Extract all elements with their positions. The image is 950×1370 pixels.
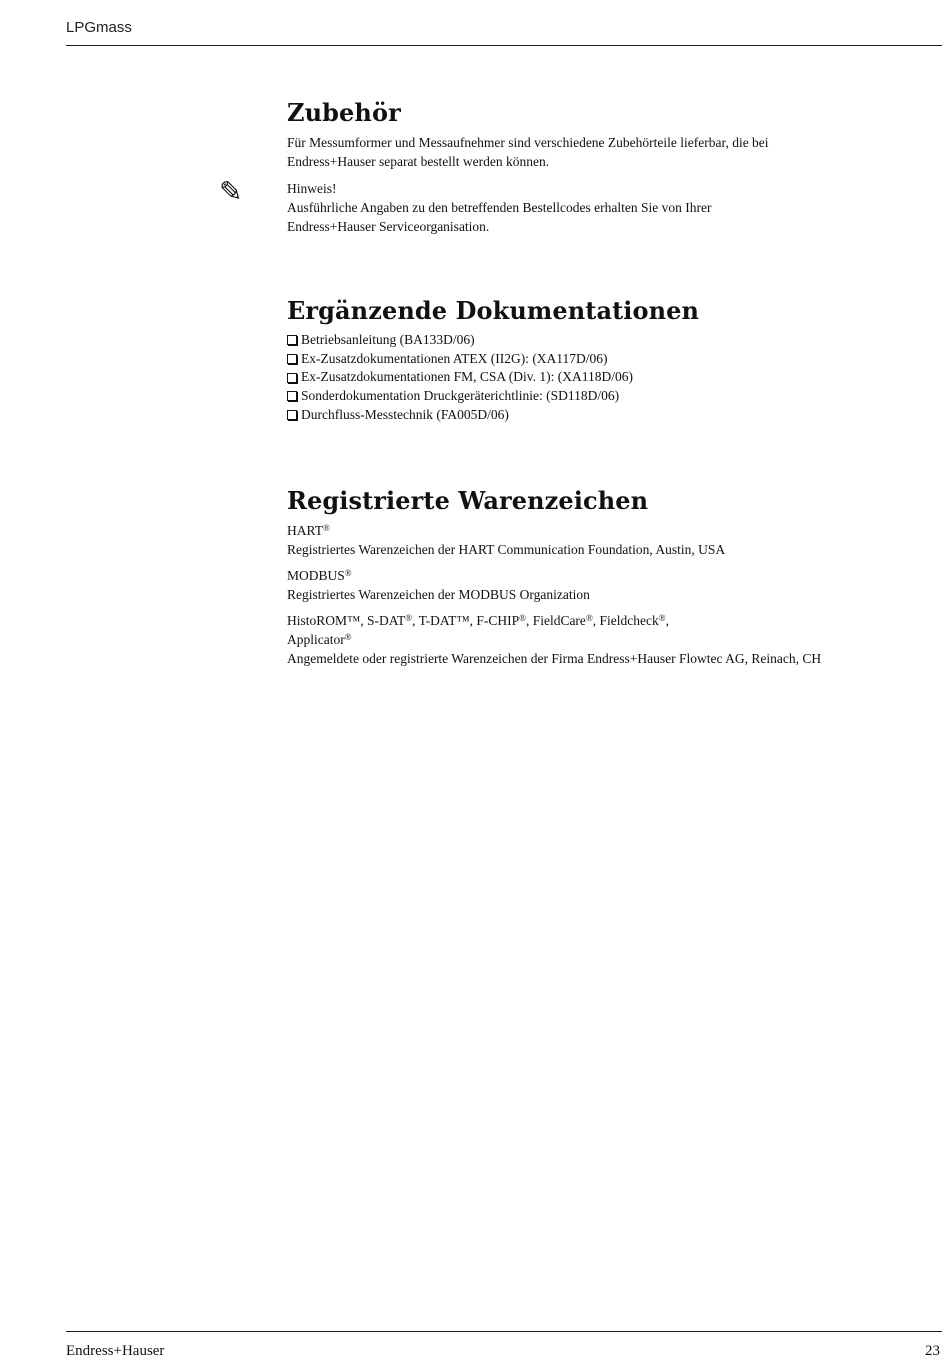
header-rule [66,45,942,46]
section-heading: Registrierte Warenzeichen [287,486,649,515]
checkbox-icon [287,335,297,345]
checkbox-icon [287,373,297,383]
section-warenzeichen [287,486,907,675]
trademark-modbus: MODBUS® Registriertes Warenzeichen der MODBUS Organization [287,566,907,604]
documentation-list [287,331,907,425]
trademark-endress-hauser [287,611,907,668]
page-header-title: LPGmass [66,19,132,36]
checkbox-icon [287,391,297,401]
trademark-names: HistoROM™, S-DAT®, T-DAT™, F-CHIP®, FieldCare®, Fieldcheck®, [287,613,669,628]
section-zubehoer [287,98,907,236]
note-line: Ausführliche Angaben zu den betreffenden Bestellcodes erhalten Sie von Ihrer [287,200,712,215]
note-label: Hinweis! [287,181,337,196]
list-item: Ex-Zusatzdokumentationen FM, CSA (Div. 1): (XA118D/06) [287,368,907,387]
trademark-description: Registriertes Warenzeichen der HART Communication Foundation, Austin, USA [287,542,726,557]
section-heading: Zubehör [287,98,401,127]
pencil-icon: ✎ [219,175,243,208]
list-item: Betriebsanleitung (BA133D/06) [287,331,907,350]
checkbox-icon [287,354,297,364]
footer-rule [66,1331,942,1332]
section-dokumentationen [287,296,907,425]
list-item: Durchfluss-Messtechnik (FA005D/06) [287,406,907,425]
trademark-names: Applicator® [287,632,352,647]
intro-line: Für Messumformer und Messaufnehmer sind verschiedene Zubehörteile lieferbar, die bei [287,135,769,150]
intro-line: Endress+Hauser separat bestellt werden können. [287,154,550,169]
list-item: Sonderdokumentation Druckgeräterichtlinie: (SD118D/06) [287,387,907,406]
list-item: Ex-Zusatzdokumentationen ATEX (II2G): (XA117D/06) [287,350,907,369]
checkbox-icon [287,410,297,420]
trademark-hart: HART® Registriertes Warenzeichen der HART Communication Foundation, Austin, USA [287,521,907,559]
trademark-name: MODBUS [287,568,345,583]
trademark-description: Registriertes Warenzeichen der MODBUS Organization [287,587,590,602]
trademark-name: HART [287,523,323,538]
note-line: Endress+Hauser Serviceorganisation. [287,219,490,234]
page-number: 23 [925,1343,940,1359]
trademark-description: Angemeldete oder registrierte Warenzeichen der Firma Endress+Hauser Flowtec AG, Reinach, CH [287,651,822,666]
section-heading: Ergänzende Dokumentationen [287,296,700,325]
footer-company: Endress+Hauser [66,1343,165,1359]
